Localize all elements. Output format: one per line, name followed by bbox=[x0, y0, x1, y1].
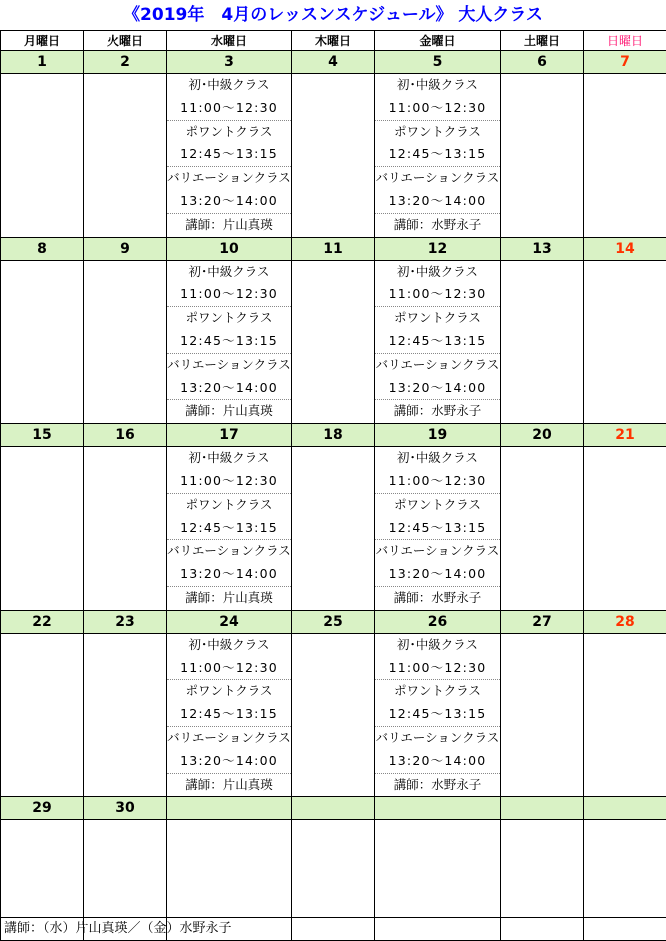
schedule-time: 12:45～13:15 bbox=[167, 143, 291, 167]
date-row bbox=[1, 610, 666, 633]
wednesday-schedule bbox=[167, 634, 291, 797]
teacher-footer: 講師：（水）片山真瑛／（金）水野永子 bbox=[0, 917, 666, 941]
schedule-teacher: 講師：水野永子 bbox=[393, 216, 482, 232]
wednesday-schedule bbox=[167, 74, 291, 237]
date-cell: 25 bbox=[292, 610, 375, 633]
day-cell bbox=[375, 74, 501, 238]
day-cell bbox=[584, 260, 666, 424]
schedule-class-name: ポワントクラス bbox=[185, 310, 273, 326]
day-cell bbox=[84, 260, 167, 424]
schedule-class-name: バリエーションクラス bbox=[375, 170, 500, 186]
schedule-time: 11:00～12:30 bbox=[167, 657, 291, 681]
day-cell bbox=[292, 74, 375, 238]
schedule-time: 13:20～14:00 bbox=[167, 750, 291, 774]
day-cell bbox=[375, 447, 501, 611]
day-cell bbox=[1, 447, 84, 611]
date-cell: 27 bbox=[501, 610, 584, 633]
schedule-class-name: ポワントクラス bbox=[185, 683, 273, 699]
day-cell bbox=[584, 633, 666, 797]
day-cell bbox=[292, 260, 375, 424]
friday-schedule bbox=[375, 447, 500, 610]
day-cell bbox=[1, 260, 84, 424]
schedule-class-name: バリエーションクラス bbox=[375, 543, 500, 559]
date-cell: 23 bbox=[84, 610, 167, 633]
weekday-header: 水曜日 bbox=[167, 31, 292, 51]
schedule-time: 13:20～14:00 bbox=[167, 563, 291, 587]
schedule-time: 13:20～14:00 bbox=[167, 190, 291, 214]
schedule-class-name: 初･中級クラス bbox=[188, 450, 270, 466]
weekday-header: 土曜日 bbox=[501, 31, 584, 51]
schedule-time: 12:45～13:15 bbox=[375, 517, 500, 541]
schedule-time: 12:45～13:15 bbox=[167, 517, 291, 541]
schedule-time: 13:20～14:00 bbox=[375, 563, 500, 587]
schedule-teacher: 講師：水野永子 bbox=[393, 589, 482, 605]
schedule-class-name: 初･中級クラス bbox=[397, 450, 478, 466]
date-cell bbox=[501, 797, 584, 820]
date-cell-sunday: 21 bbox=[584, 424, 666, 447]
schedule-row bbox=[1, 260, 666, 424]
friday-schedule bbox=[375, 634, 500, 797]
schedule-teacher: 講師：片山真瑛 bbox=[185, 403, 273, 419]
schedule-class-name: 初･中級クラス bbox=[397, 77, 478, 92]
date-cell: 1 bbox=[1, 51, 84, 74]
date-cell: 20 bbox=[501, 424, 584, 447]
day-cell bbox=[501, 633, 584, 797]
date-cell: 17 bbox=[167, 424, 292, 447]
day-cell bbox=[167, 633, 292, 797]
date-cell bbox=[292, 797, 375, 820]
day-cell bbox=[501, 260, 584, 424]
date-cell: 12 bbox=[375, 237, 501, 260]
weekday-header: 金曜日 bbox=[375, 31, 501, 51]
schedule-class-name: 初･中級クラス bbox=[188, 263, 270, 279]
schedule-time: 11:00～12:30 bbox=[375, 97, 500, 121]
date-cell: 6 bbox=[501, 51, 584, 74]
weekday-header: 火曜日 bbox=[84, 31, 167, 51]
schedule-teacher: 講師：水野永子 bbox=[393, 776, 482, 792]
schedule-class-name: バリエーションクラス bbox=[167, 170, 291, 186]
schedule-class-name: ポワントクラス bbox=[394, 123, 481, 139]
date-cell bbox=[167, 797, 292, 820]
date-cell: 5 bbox=[375, 51, 501, 74]
schedule-teacher: 講師：片山真瑛 bbox=[185, 776, 273, 792]
schedule-time: 11:00～12:30 bbox=[167, 97, 291, 121]
date-cell-sunday: 7 bbox=[584, 51, 666, 74]
date-row bbox=[1, 237, 666, 260]
date-cell: 8 bbox=[1, 237, 84, 260]
date-cell: 24 bbox=[167, 610, 292, 633]
schedule-time: 12:45～13:15 bbox=[167, 703, 291, 727]
date-cell: 16 bbox=[84, 424, 167, 447]
day-cell bbox=[501, 74, 584, 238]
schedule-class-name: 初･中級クラス bbox=[397, 636, 478, 652]
date-cell-sunday bbox=[584, 797, 666, 820]
wednesday-schedule bbox=[167, 447, 291, 610]
day-cell bbox=[167, 74, 292, 238]
weekday-header-sunday: 日曜日 bbox=[584, 31, 666, 51]
day-cell bbox=[584, 447, 666, 611]
weekday-header-row bbox=[1, 31, 666, 51]
date-cell: 30 bbox=[84, 797, 167, 820]
date-cell: 11 bbox=[292, 237, 375, 260]
schedule-time: 13:20～14:00 bbox=[375, 750, 500, 774]
schedule-class-name: 初･中級クラス bbox=[188, 77, 270, 92]
day-cell bbox=[292, 447, 375, 611]
date-cell: 26 bbox=[375, 610, 501, 633]
schedule-class-name: バリエーションクラス bbox=[167, 543, 291, 559]
schedule-class-name: ポワントクラス bbox=[185, 123, 273, 139]
schedule-time: 11:00～12:30 bbox=[167, 283, 291, 307]
schedule-time: 13:20～14:00 bbox=[375, 377, 500, 401]
schedule-class-name: ポワントクラス bbox=[394, 683, 481, 699]
date-cell: 9 bbox=[84, 237, 167, 260]
page-title: 《2019年 4月のレッスンスケジュール》 大人クラス bbox=[123, 5, 543, 25]
date-cell: 22 bbox=[1, 610, 84, 633]
schedule-time: 12:45～13:15 bbox=[375, 703, 500, 727]
schedule-class-name: ポワントクラス bbox=[394, 496, 481, 512]
date-cell: 2 bbox=[84, 51, 167, 74]
date-cell: 15 bbox=[1, 424, 84, 447]
schedule-time: 11:00～12:30 bbox=[375, 470, 500, 494]
date-cell: 19 bbox=[375, 424, 501, 447]
day-cell bbox=[167, 260, 292, 424]
schedule-time: 13:20～14:00 bbox=[167, 377, 291, 401]
schedule-time: 11:00～12:30 bbox=[375, 283, 500, 307]
schedule-class-name: ポワントクラス bbox=[394, 310, 481, 326]
schedule-teacher: 講師：片山真瑛 bbox=[185, 216, 273, 232]
date-cell-sunday: 14 bbox=[584, 237, 666, 260]
day-cell bbox=[1, 633, 84, 797]
schedule-time: 12:45～13:15 bbox=[167, 330, 291, 354]
schedule-class-name: バリエーションクラス bbox=[167, 356, 291, 372]
day-cell bbox=[1, 74, 84, 238]
schedule-time: 13:20～14:00 bbox=[375, 190, 500, 214]
day-cell bbox=[292, 633, 375, 797]
day-cell bbox=[375, 633, 501, 797]
schedule-row bbox=[1, 633, 666, 797]
schedule-time: 12:45～13:15 bbox=[375, 143, 500, 167]
schedule-class-name: バリエーションクラス bbox=[375, 729, 500, 745]
friday-schedule bbox=[375, 74, 500, 237]
day-cell bbox=[84, 633, 167, 797]
schedule-teacher: 講師：水野永子 bbox=[393, 403, 482, 419]
day-cell bbox=[375, 260, 501, 424]
day-cell bbox=[584, 74, 666, 238]
weekday-header: 木曜日 bbox=[292, 31, 375, 51]
date-cell: 29 bbox=[1, 797, 84, 820]
wednesday-schedule bbox=[167, 261, 291, 424]
weekday-header: 月曜日 bbox=[1, 31, 84, 51]
schedule-time: 11:00～12:30 bbox=[167, 470, 291, 494]
schedule-class-name: バリエーションクラス bbox=[375, 356, 500, 372]
date-cell: 13 bbox=[501, 237, 584, 260]
schedule-class-name: バリエーションクラス bbox=[167, 729, 291, 745]
date-row bbox=[1, 797, 666, 820]
day-cell bbox=[84, 447, 167, 611]
date-row bbox=[1, 51, 666, 74]
day-cell bbox=[501, 447, 584, 611]
schedule-row bbox=[1, 74, 666, 238]
date-cell bbox=[375, 797, 501, 820]
schedule-time: 12:45～13:15 bbox=[375, 330, 500, 354]
date-cell: 18 bbox=[292, 424, 375, 447]
date-row bbox=[1, 424, 666, 447]
friday-schedule bbox=[375, 261, 500, 424]
schedule-teacher: 講師：片山真瑛 bbox=[185, 589, 273, 605]
schedule-class-name: 初･中級クラス bbox=[397, 263, 478, 279]
day-cell bbox=[84, 74, 167, 238]
schedule-class-name: ポワントクラス bbox=[185, 496, 273, 512]
date-cell: 10 bbox=[167, 237, 292, 260]
schedule-row bbox=[1, 447, 666, 611]
day-cell bbox=[167, 447, 292, 611]
date-cell: 4 bbox=[292, 51, 375, 74]
schedule-time: 11:00～12:30 bbox=[375, 657, 500, 681]
schedule-class-name: 初･中級クラス bbox=[188, 636, 270, 652]
date-cell-sunday: 28 bbox=[584, 610, 666, 633]
date-cell: 3 bbox=[167, 51, 292, 74]
calendar-table bbox=[0, 30, 666, 941]
